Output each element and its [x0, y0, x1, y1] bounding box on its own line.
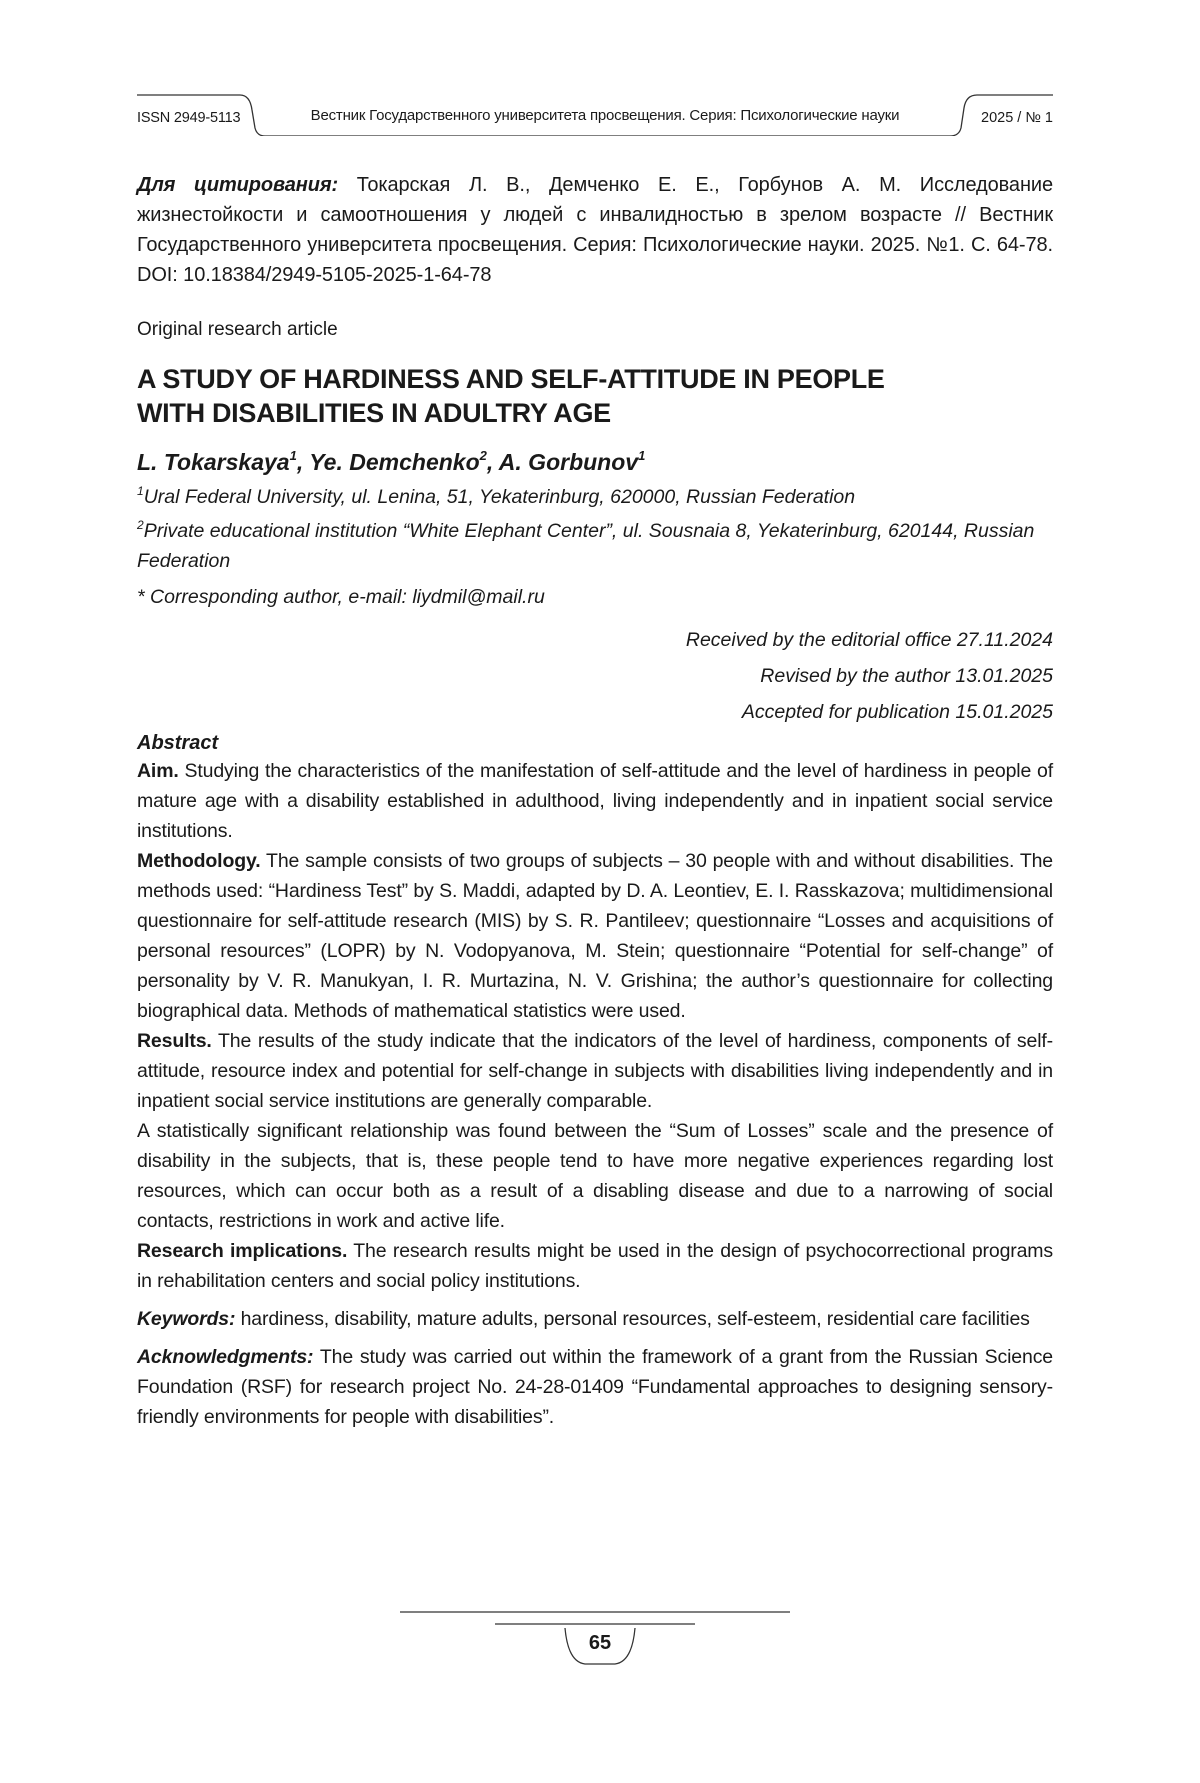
- citation-label: Для цитирования:: [137, 174, 339, 196]
- keywords-label: Keywords:: [137, 1308, 236, 1330]
- author-separator: ,: [296, 449, 310, 475]
- methodology-label: Methodology.: [137, 850, 261, 872]
- affiliation: [137, 482, 1053, 512]
- article-dates: [137, 622, 1053, 730]
- article-title: A STUDY OF HARDINESS AND SELF-ATTITUDE IN PEOPLE WITH DISABILITIES IN ADULTRY AGE: [137, 364, 885, 428]
- implications-text: The research results might be used in the design of psychocorrectional programs in rehabilitation centers and social policy institutions.: [137, 1240, 1053, 1292]
- author-name: A. Gorbunov: [498, 449, 639, 475]
- page-footer: [0, 1610, 1200, 1670]
- author-name: Ye. Demchenko: [309, 449, 480, 475]
- aim-label: Aim.: [137, 760, 179, 782]
- article-type: Original research article: [137, 319, 338, 340]
- keywords: [137, 1304, 1053, 1334]
- affiliation-text: Ural Federal University, ul. Lenina, 51, Yekaterinburg, 620000, Russian Federation: [143, 486, 856, 508]
- results-label: Results.: [137, 1030, 212, 1052]
- affiliation-text: Private educational institution “White Elephant Center”, ul. Sousnaia 8, Yekaterinburg, 620144, Russian Federation: [137, 520, 1035, 572]
- abstract-implications: [137, 1236, 1053, 1296]
- keywords-text: hardiness, disability, mature adults, personal resources, self-esteem, residential care facilities: [235, 1308, 1030, 1330]
- author-separator: ,: [486, 449, 499, 475]
- issn: ISSN 2949-5113: [137, 110, 241, 126]
- affiliation-number: 1: [137, 484, 144, 498]
- abstract-heading: Abstract: [137, 732, 219, 754]
- implications-label: Research implications.: [137, 1240, 348, 1262]
- authors: [137, 446, 1053, 478]
- author-affiliation-mark: 1: [289, 448, 297, 463]
- citation: [137, 170, 1053, 290]
- abstract-methodology: [137, 846, 1053, 1026]
- page-number: 65: [588, 1632, 612, 1654]
- received-date: Received by the editorial office 27.11.2024: [685, 629, 1053, 651]
- revised-date: Revised by the author 13.01.2025: [760, 665, 1053, 687]
- running-header: [137, 92, 1053, 136]
- author-name: L. Tokarskaya: [137, 449, 290, 475]
- corresponding-author: * Corresponding author, e-mail: liydmil@mail.ru: [137, 586, 545, 608]
- abstract-aim: [137, 756, 1053, 846]
- issue-number: 2025 / № 1: [981, 110, 1053, 126]
- acknowledgments-text: The study was carried out within the framework of a grant from the Russian Science Foundation (RSF) for research project No. 24-28-01409 “Fundamental approaches to designing sensory-friendly environments for people with disabilities”.: [137, 1346, 1053, 1428]
- results-text: The results of the study indicate that the indicators of the level of hardiness, components of self-attitude, resource index and potential for self-change in subjects with disabilities living independently and in inpatient social service institutions are generally comparable.: [137, 1030, 1053, 1112]
- abstract-results: [137, 1026, 1053, 1116]
- author-affiliation-mark: 2: [479, 448, 487, 463]
- article-body: [137, 170, 1053, 1432]
- methodology-text: The sample consists of two groups of subjects – 30 people with and without disabilities. The methods used: “Hardiness Test” by S. Maddi, adapted by D. A. Leontiev, E. I. Rasskazova; multidimensional questionnaire for self-attitude research (MIS) by S. R. Pantileev; questionnaire “Losses and acquisitions of personal resources” (LOPR) by N. Vodopyanova, M. Stein; questionnaire “Potential for self-change” of personality by V. R. Manukyan, I. R. Murtazina, N. V. Grishina; the author’s questionnaire for collecting biographical data. Methods of mathematical statistics were used.: [137, 850, 1053, 1022]
- acknowledgments-label: Acknowledgments:: [137, 1346, 314, 1368]
- abstract-results-continued: A statistically significant relationship was found between the “Sum of Losses” scale and the presence of disability in the subjects, that is, these people tend to have more negative experiences regarding lost resources, which can occur both as a result of a disabling disease and due to a narrowing of social contacts, restrictions in work and active life.: [137, 1120, 1053, 1232]
- affiliation: [137, 516, 1053, 576]
- acknowledgments: [137, 1342, 1053, 1432]
- aim-text: Studying the characteristics of the manifestation of self-attitude and the level of hardiness in people of mature age with a disability established in adulthood, living independently and in inpatient social service institutions.: [137, 760, 1053, 842]
- author-affiliation-mark: 1: [638, 448, 646, 463]
- journal-title: Вестник Государственного университета просвещения. Серия: Психологические науки: [310, 107, 900, 124]
- affiliation-number: 2: [137, 518, 144, 532]
- accepted-date: Accepted for publication 15.01.2025: [741, 701, 1053, 723]
- citation-text: Токарская Л. В., Демченко Е. Е., Горбунов А. М. Исследование жизнестойкости и самоотношения у людей с инвалидностью в зрелом возрасте // Вестник Государственного университета просвещения. Серия: Психологические науки. 2025. №1. С. 64-78. DOI: 10.18384/2949-5105-2025-1-64-78: [137, 174, 1053, 286]
